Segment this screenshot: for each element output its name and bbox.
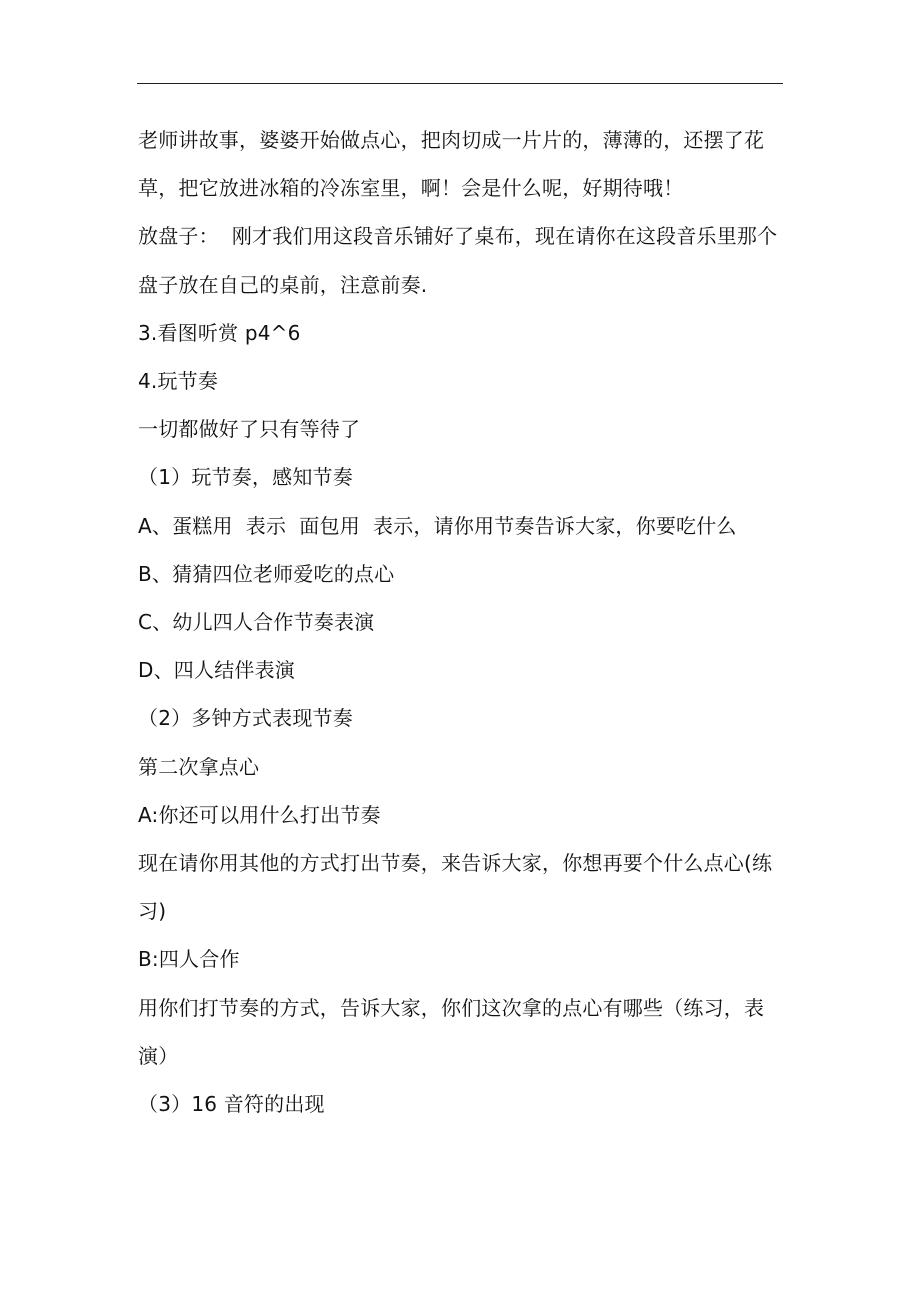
paragraph-place-plates: 放盘子： 刚才我们用这段音乐铺好了桌布，现在请你在这段音乐里那个盘子放在自己的桌前，注意前奏. (138, 224, 778, 297)
subheading-rhythm-1: （1）玩节奏，感知节奏 (138, 465, 353, 490)
subheading-rhythm-3: （3）16 音符的出现 (138, 1092, 325, 1117)
heading-listen-pictures: 3.看图听赏 p4^6 (138, 320, 301, 345)
heading-play-rhythm: 4.玩节奏 (138, 369, 219, 394)
document-body (138, 116, 786, 1128)
paragraph-story: 老师讲故事，婆婆开始做点心，把肉切成一片片的，薄薄的，还摆了花草，把它放进冰箱的冷冻室里，啊！会是什么呢，好期待哦！ (138, 128, 765, 201)
list-item-b2: B:四人合作 (138, 947, 240, 972)
paragraph-waiting: 一切都做好了只有等待了 (138, 417, 361, 442)
list-item-a: A、蛋糕用 表示 面包用 表示，请你用节奏告诉大家，你要吃什么 (138, 513, 737, 538)
subheading-rhythm-2: （2）多钟方式表现节奏 (138, 706, 353, 731)
list-item-b: B、猜猜四位老师爱吃的点心 (138, 561, 395, 586)
paragraph-other-ways: 现在请你用其他的方式打出节奏，来告诉大家，你想再要个什么点心(练习) (138, 851, 773, 924)
paragraph-second-snack: 第二次拿点心 (138, 754, 260, 779)
list-item-a2: A:你还可以用什么打出节奏 (138, 802, 381, 827)
paragraph-team-rhythm: 用你们打节奏的方式，告诉大家，你们这次拿的点心有哪些（练习，表演） (138, 995, 765, 1068)
list-item-d: D、四人结伴表演 (138, 658, 296, 683)
list-item-c: C、幼儿四人合作节奏表演 (138, 610, 375, 635)
header-rule (137, 83, 783, 84)
